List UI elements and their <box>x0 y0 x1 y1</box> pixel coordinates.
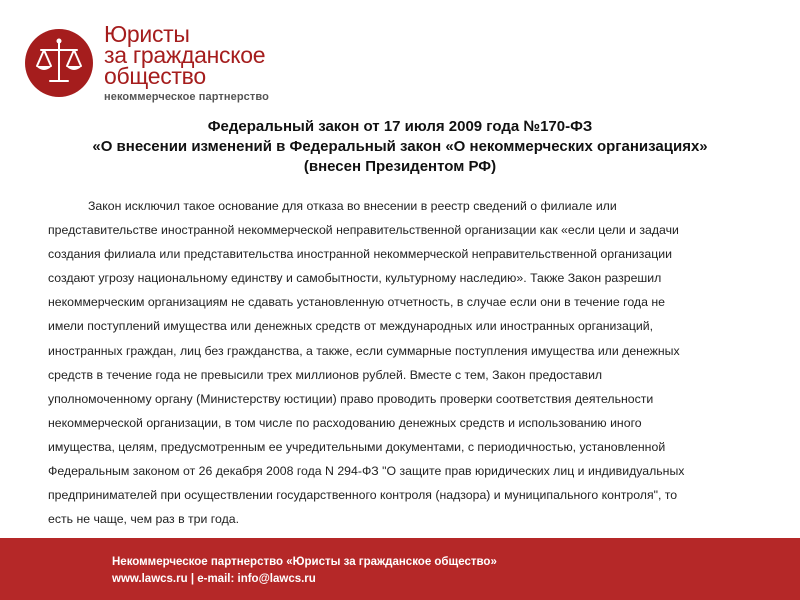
body-line: Федеральным законом от 26 декабря 2008 года N 294-ФЗ "О защите прав юридических лиц и индивидуальных <box>48 464 685 479</box>
footer-bar <box>0 538 800 600</box>
logo <box>24 21 800 114</box>
body-line: есть не чаще, чем раз в три года. <box>48 512 240 527</box>
title-line-3: (внесен Президентом РФ) <box>303 158 497 175</box>
logo-line-3: общество <box>104 63 206 89</box>
body-line: создания филиала или представительства иностранной некоммерческой неправительственной организации <box>48 247 673 262</box>
logo-line-2: за гражданское <box>104 42 266 68</box>
document-title <box>0 117 800 177</box>
footer-contacts: www.lawcs.ru | e-mail: info@lawcs.ru <box>112 573 316 585</box>
body-line: иностранных граждан, лиц без гражданства, а также, если суммарные поступления имущества или денежных <box>48 343 680 358</box>
title-line-1: Федеральный закон от 17 июля 2009 года №170-ФЗ <box>207 118 593 135</box>
body-line: предпринимателей при осуществлении государственного контроля (надзора) и муниципального контроля", то <box>48 488 678 503</box>
footer-organization: Некоммерческое партнерство «Юристы за гражданское общество» <box>112 556 497 568</box>
logo-subtitle: некоммерческое партнерство <box>104 91 269 103</box>
logo-text <box>104 21 269 103</box>
body-line: имели поступлений имущества или денежных средств от международных или иностранных организаций, <box>48 319 654 334</box>
body-line: некоммерческой организации, в том числе по расходованию денежных средств и использованию иного <box>48 415 642 430</box>
body-line: имущества, целям, предусмотренным ее учредительными документами, с периодичностью, установленной <box>48 439 666 454</box>
body-line: средств в течение года не превысили трех миллионов рублей. Вместе с тем, Закон предоставил <box>48 367 603 382</box>
scales-of-justice-icon <box>24 28 94 98</box>
body-line: создают угрозу национальному единству и самобытности, культурному наследию». Также Закон разрешил <box>48 271 662 286</box>
title-line-2: «О внесении изменений в Федеральный закон «О некоммерческих организациях» <box>92 138 708 155</box>
body-line: Закон исключил такое основание для отказа во внесении в реестр сведений о филиале или <box>88 199 617 213</box>
body-line: представительстве иностранной некоммерческой неправительственной организации как «если цели и задачи <box>48 223 679 238</box>
logo-line-1: Юристы <box>104 21 190 47</box>
body-line: некоммерческим организациям не сдавать установленную отчетность, в случае если они в течение года не <box>48 295 665 310</box>
document-body <box>48 194 748 531</box>
body-line: уполномоченному органу (Министерству юстиции) право проводить проверки соответствия деятельности <box>48 391 654 406</box>
